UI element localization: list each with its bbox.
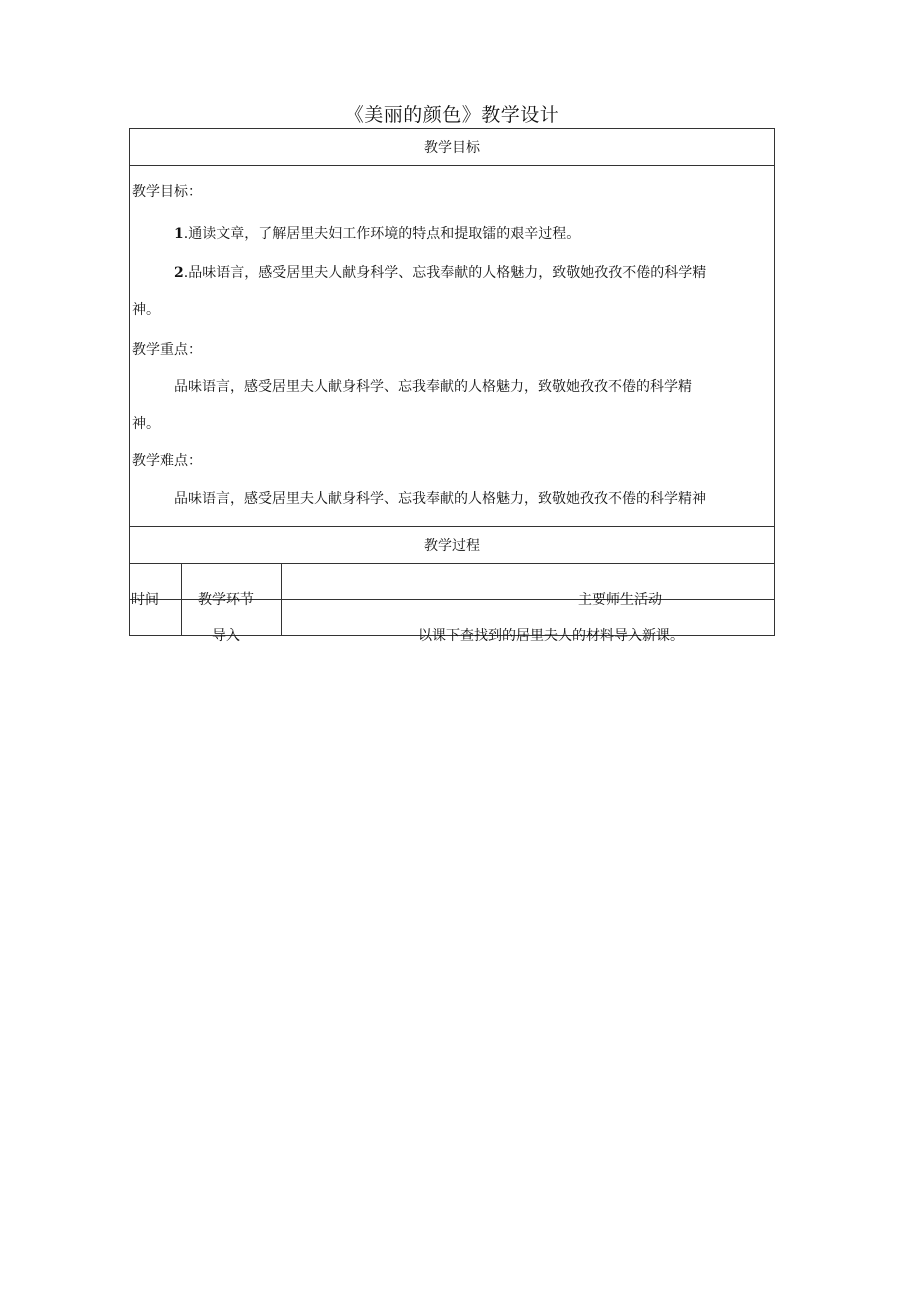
process-column-headers (130, 564, 775, 600)
goals-section-header: 教学目标 (130, 129, 775, 166)
column-header-time: 时间 (130, 564, 182, 600)
difficulty-text: 品味语言，感受居里夫人献身科学、忘我奉献的人格魅力，致敬她孜孜不倦的科学精神 (174, 491, 706, 507)
process-section-header: 教学过程 (130, 527, 775, 564)
goal-2-text: .品味语言，感受居里夫人献身科学、忘我奉献的人格魅力，致敬她孜孜不倦的科学精 (183, 265, 707, 281)
column-header-stage: 教学环节 (182, 564, 282, 600)
goal-2-continuation: 神。 (132, 302, 160, 318)
document-title: 《美丽的颜色》教学设计 (344, 104, 560, 126)
goal-1-text: .通读文章，了解居里夫妇工作环境的特点和提取镭的艰辛过程。 (183, 226, 581, 242)
difficulty-label: 教学难点： (132, 453, 202, 469)
goal-1-number: 1 (174, 226, 184, 242)
goals-label: 教学目标： (132, 184, 202, 200)
row-stage: 导入 (182, 600, 282, 636)
goal-2-number: 2 (174, 265, 184, 281)
key-points-text: 品味语言，感受居里夫人献身科学、忘我奉献的人格魅力，致敬她孜孜不倦的科学精 (174, 379, 692, 395)
key-points-continuation: 神。 (132, 416, 160, 432)
goals-section-body (130, 166, 775, 527)
goal-2 (174, 263, 706, 283)
goal-1 (174, 224, 580, 244)
key-points-label: 教学重点： (132, 342, 202, 358)
lesson-plan-table (129, 128, 774, 644)
row-activity: 以课下查找到的居里夫人的材料导入新课。 (282, 600, 775, 636)
column-header-activity: 主要师生活动 (282, 564, 775, 600)
